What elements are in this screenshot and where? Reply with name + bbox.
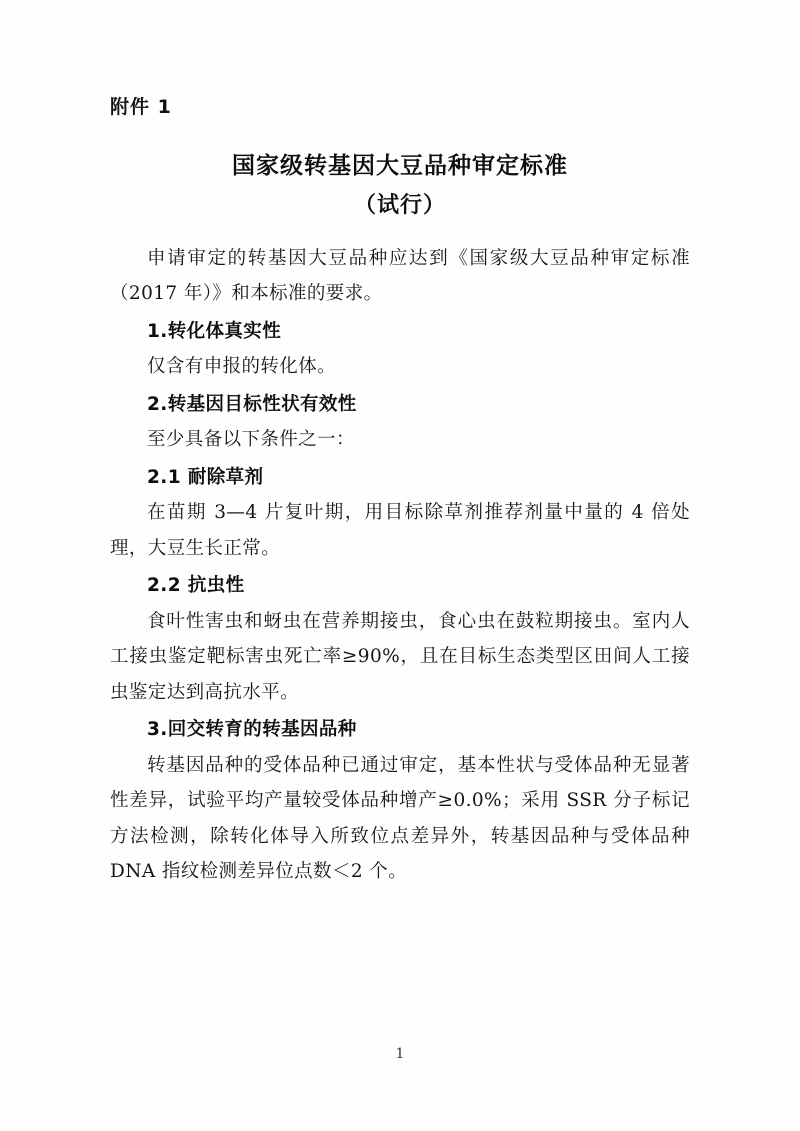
section-2 bbox=[110, 387, 690, 458]
section-paragraph: 食叶性害虫和蚜虫在营养期接虫，食心虫在鼓粒期接虫。室内人工接虫鉴定靶标害虫死亡率≥90%，且在目标生态类型区田间人工接虫鉴定达到高抗水平。 bbox=[110, 610, 690, 703]
section-paragraph: 转基因品种的受体品种已通过审定，基本性状与受体品种无显著性差异，试验平均产量较受体品种增产≥0.0%；采用 SSR 分子标记方法检测，除转化体导入所致位点差异外，转基因品种与受体品种 DNA 指纹检测差异位点数＜2 个。 bbox=[110, 754, 690, 883]
section-heading: 2.2 抗虫性 bbox=[147, 575, 245, 597]
section-paragraph: 至少具备以下条件之一： bbox=[147, 429, 355, 451]
section-heading: 2.转基因目标性状有效性 bbox=[147, 393, 357, 415]
attachment-label: 附件 1 bbox=[110, 96, 172, 118]
section-paragraph: 仅含有申报的转化体。 bbox=[147, 356, 337, 378]
section-2-1 bbox=[110, 460, 690, 567]
page-number: 1 bbox=[395, 1046, 405, 1062]
section-3 bbox=[110, 712, 690, 890]
page-title: 国家级转基因大豆品种审定标准 bbox=[232, 153, 568, 179]
intro-paragraph: 申请审定的转基因大豆品种应达到《国家级大豆品种审定标准（2017 年）》和本标准的要求。 bbox=[110, 247, 690, 305]
section-1 bbox=[110, 314, 690, 385]
page-subtitle: （试行） bbox=[353, 192, 446, 218]
section-2-2 bbox=[110, 568, 690, 710]
section-heading: 2.1 耐除草剂 bbox=[147, 466, 264, 488]
section-heading: 1.转化体真实性 bbox=[147, 320, 282, 342]
section-heading: 3.回交转育的转基因品种 bbox=[147, 719, 357, 741]
section-paragraph: 在苗期 3—4 片复叶期，用目标除草剂推荐剂量中量的 4 倍处理，大豆生长正常。 bbox=[110, 502, 690, 559]
document-content bbox=[110, 92, 690, 892]
